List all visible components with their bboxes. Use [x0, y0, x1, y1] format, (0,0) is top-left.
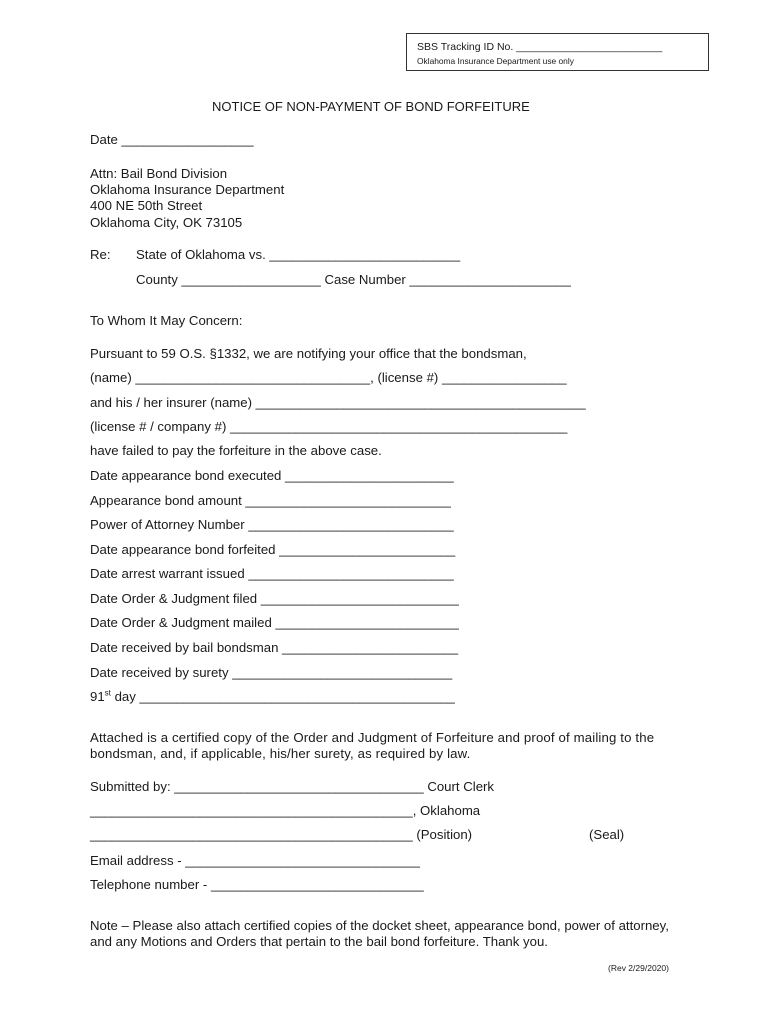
- field-received-bondsman: Date received by bail bondsman ________________________: [90, 640, 459, 655]
- attached-line-2: bondsman, and, if applicable, his/her surety, as required by law.: [90, 746, 471, 761]
- field-poa-number: Power of Attorney Number ____________________________: [90, 517, 454, 532]
- address-line-3: 400 NE 50th Street: [90, 198, 203, 213]
- day-suffix: st: [104, 688, 111, 698]
- note-line-1: Note – Please also attach certified copies of the docket sheet, appearance bond, power of attorney,: [90, 918, 669, 933]
- date-field: Date __________________: [90, 132, 254, 147]
- field-order-filed: Date Order & Judgment filed ___________________________: [90, 591, 459, 606]
- county-oklahoma-line: ____________________________________________, Oklahoma: [90, 803, 481, 818]
- company-line: (license # / company #) ______________________________________________: [90, 419, 568, 434]
- salutation: To Whom It May Concern:: [90, 313, 243, 328]
- field-91st-day: [90, 689, 455, 705]
- field-warrant-issued: Date arrest warrant issued ____________________________: [90, 566, 454, 581]
- email-line: Email address - ________________________________: [90, 853, 420, 868]
- address-line-4: Oklahoma City, OK 73105: [90, 215, 243, 230]
- position-line: ____________________________________________ (Position): [90, 827, 473, 842]
- attached-line-1: Attached is a certified copy of the Order and Judgment of Forfeiture and proof of mailing to the: [90, 730, 655, 745]
- tracking-id-label: SBS Tracking ID No. _________________________: [417, 41, 663, 53]
- revision-date: (Rev 2/29/2020): [608, 963, 669, 973]
- day-blank: day ___________________________________________: [110, 689, 455, 704]
- field-order-mailed: Date Order & Judgment mailed _________________________: [90, 615, 459, 630]
- re-county-line: County ___________________ Case Number ______________________: [136, 272, 571, 287]
- note-line-2: and any Motions and Orders that pertain to the bail bond forfeiture. Thank you.: [90, 934, 548, 949]
- page-title: NOTICE OF NON-PAYMENT OF BOND FORFEITURE: [212, 99, 530, 114]
- tracking-note: Oklahoma Insurance Department use only: [417, 56, 574, 66]
- re-label: Re:: [90, 247, 111, 262]
- pursuant-line: Pursuant to 59 O.S. §1332, we are notifying your office that the bondsman,: [90, 346, 527, 361]
- address-line-1: Attn: Bail Bond Division: [90, 166, 228, 181]
- tracking-box: [406, 33, 709, 71]
- field-bond-forfeited: Date appearance bond forfeited ________________________: [90, 542, 456, 557]
- submitted-by-line: Submitted by: __________________________________ Court Clerk: [90, 779, 495, 794]
- re-case-line: State of Oklahoma vs. __________________________: [136, 247, 461, 262]
- field-received-surety: Date received by surety ______________________________: [90, 665, 453, 680]
- address-line-2: Oklahoma Insurance Department: [90, 182, 285, 197]
- seal-label: (Seal): [589, 827, 625, 842]
- bondsman-name-line: (name) ________________________________, (license #) _________________: [90, 370, 567, 385]
- field-bond-executed: Date appearance bond executed _______________________: [90, 468, 454, 483]
- day-number: 91: [90, 689, 105, 704]
- failed-line: have failed to pay the forfeiture in the above case.: [90, 443, 382, 458]
- field-bond-amount: Appearance bond amount ____________________________: [90, 493, 451, 508]
- insurer-line: and his / her insurer (name) _____________________________________________: [90, 395, 586, 410]
- telephone-line: Telephone number - _____________________________: [90, 877, 424, 892]
